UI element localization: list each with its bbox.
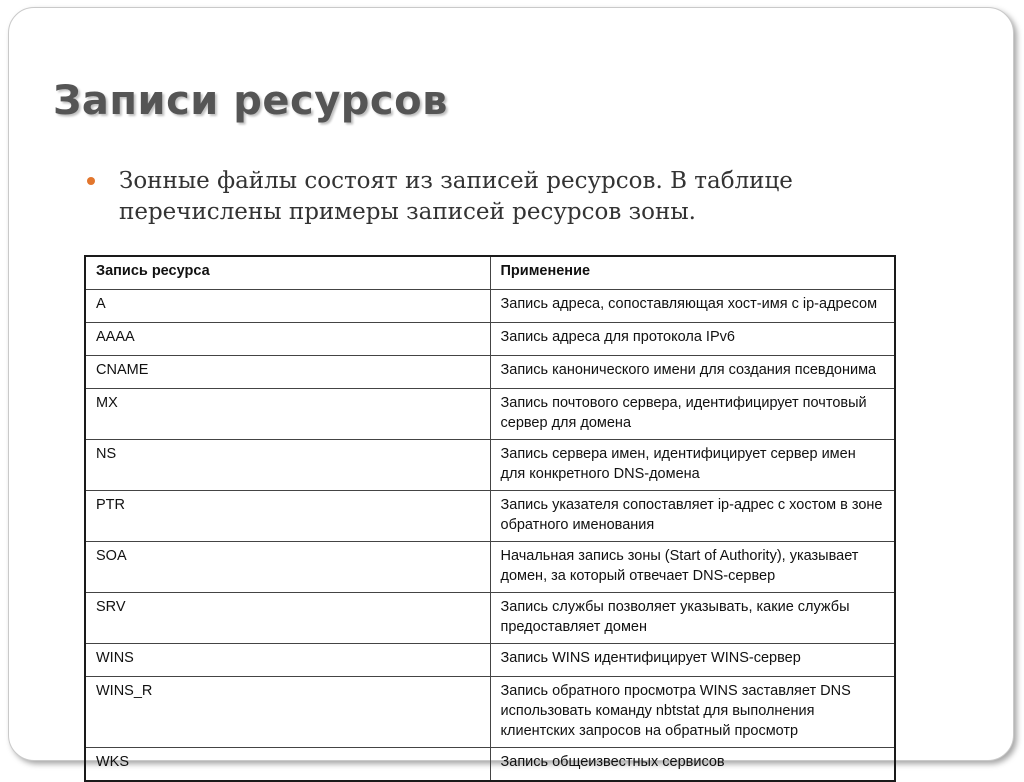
table-row (85, 748, 895, 782)
table-header-row (85, 256, 895, 290)
record-cell: SOA (85, 542, 490, 593)
usage-cell: Запись общеизвестных сервисов (490, 748, 895, 782)
resource-records-table (84, 255, 896, 782)
usage-cell: Запись обратного просмотра WINS заставляет DNS использовать команду nbtstat для выполнения клиентских запросов на обратный просмотр (490, 677, 895, 748)
usage-cell: Запись адреса, сопоставляющая хост-имя с ip-адресом (490, 290, 895, 323)
record-cell: MX (85, 389, 490, 440)
usage-cell: Запись указателя сопоставляет ip-адрес с хостом в зоне обратного именования (490, 491, 895, 542)
usage-cell: Начальная запись зоны (Start of Authority), указывает домен, за который отвечает DNS-сервер (490, 542, 895, 593)
usage-cell: Запись службы позволяет указывать, какие службы предоставляет домен (490, 593, 895, 644)
record-cell: SRV (85, 593, 490, 644)
record-cell: WINS (85, 644, 490, 677)
table-row (85, 593, 895, 644)
table-row (85, 542, 895, 593)
record-cell: AAAA (85, 323, 490, 356)
record-cell: CNAME (85, 356, 490, 389)
usage-cell: Запись сервера имен, идентифицирует сервер имен для конкретного DNS-домена (490, 440, 895, 491)
record-cell: WKS (85, 748, 490, 782)
bullet-dot-icon (87, 177, 95, 185)
record-cell: PTR (85, 491, 490, 542)
record-cell: A (85, 290, 490, 323)
slide-title: Записи ресурсов (53, 78, 448, 124)
header-record: Запись ресурса (85, 256, 490, 290)
table-row (85, 644, 895, 677)
record-cell: WINS_R (85, 677, 490, 748)
table-row (85, 389, 895, 440)
table-row (85, 677, 895, 748)
table-row (85, 491, 895, 542)
record-cell: NS (85, 440, 490, 491)
usage-cell: Запись почтового сервера, идентифицирует почтовый сервер для домена (490, 389, 895, 440)
table-row (85, 323, 895, 356)
usage-cell: Запись WINS идентифицирует WINS-сервер (490, 644, 895, 677)
usage-cell: Запись канонического имени для создания псевдонима (490, 356, 895, 389)
bullet-text: Зонные файлы состоят из записей ресурсов. В таблице перечислены примеры записей ресурсов зоны. (119, 168, 793, 225)
usage-cell: Запись адреса для протокола IPv6 (490, 323, 895, 356)
table-row (85, 440, 895, 491)
header-usage: Применение (490, 256, 895, 290)
table-row (85, 290, 895, 323)
table-row (85, 356, 895, 389)
